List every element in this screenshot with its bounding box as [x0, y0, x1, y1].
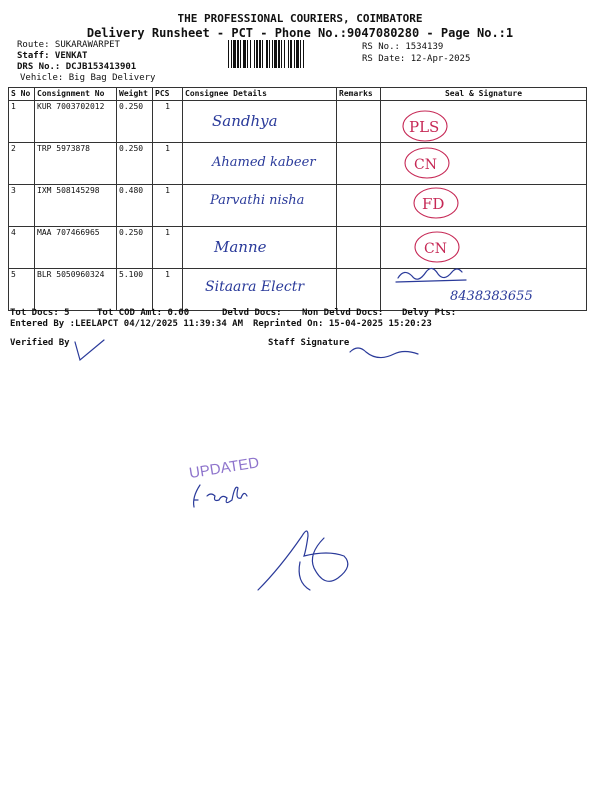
verified-by-label: Verified By: [10, 338, 70, 348]
consignee-signature: Manne: [214, 238, 267, 256]
rs-date: RS Date: 12-Apr-2025: [362, 54, 471, 64]
col-header-seal: Seal & Signature: [381, 88, 587, 101]
consignee-signature: Sandhya: [212, 112, 278, 130]
row-consignment: MAA 707466965: [35, 227, 117, 269]
row-sno: 2: [9, 143, 35, 185]
col-header-consignee: Consignee Details: [183, 88, 337, 101]
row-sno: 5: [9, 269, 35, 311]
seal-text: PLS: [409, 118, 440, 136]
staff-signature-mark: [350, 348, 418, 358]
seal-text: CN: [414, 157, 437, 173]
reprinted-on: Reprinted On: 15-04-2025 15:20:23: [253, 319, 432, 329]
row-weight: 0.480: [117, 185, 153, 227]
col-header-sno: S No: [9, 88, 35, 101]
row-sno: 3: [9, 185, 35, 227]
verifier-signature: [75, 340, 104, 360]
col-header-pcs: PCS: [153, 88, 183, 101]
row-weight: 5.100: [117, 269, 153, 311]
row-pcs: 1: [153, 227, 183, 269]
row-pcs: 1: [153, 143, 183, 185]
row-consignment: BLR 5050960324: [35, 269, 117, 311]
row-weight: 0.250: [117, 227, 153, 269]
rs-number: RS No.: 1534139: [362, 42, 444, 52]
row-sno: 1: [9, 101, 35, 143]
consignee-signature: Parvathi nisha: [210, 193, 305, 208]
consignee-signature: Ahamed kabeer: [212, 155, 316, 170]
row-consignment: TRP 5973878: [35, 143, 117, 185]
total-cod: Tot COD Amt: 0.00: [97, 308, 190, 318]
row-pcs: 1: [153, 185, 183, 227]
updated-stamp-text: UPDATED: [188, 454, 261, 483]
runsheet-subtitle: Delivery Runsheet - PCT - Phone No.:9047080280 - Page No.:1: [86, 26, 514, 40]
delivery-points: Delvy Pts:: [402, 308, 457, 318]
updated-stamp: [188, 454, 261, 482]
consignee-signature: Sitaara Electr: [205, 279, 305, 295]
drs-number: DRS No.: DCJB153413901: [17, 62, 137, 72]
company-title: THE PROFESSIONAL COURIERS, COIMBATORE: [177, 12, 423, 25]
entered-by: Entered By :LEELAPCT 04/12/2025 11:39:34 AM: [10, 319, 243, 329]
row-consignment: IXM 508145298: [35, 185, 117, 227]
route-text: Route: SUKARAWARPET: [17, 40, 120, 50]
seal-text: FD: [422, 195, 445, 213]
total-docs: Tot Docs: 5: [10, 308, 70, 318]
row-sno: 4: [9, 227, 35, 269]
phone-number-handwritten: 8438383655: [450, 289, 533, 304]
delivered-docs: Delvd Docs:: [222, 308, 282, 318]
col-header-remarks: Remarks: [337, 88, 381, 101]
large-signature: [258, 531, 348, 590]
row-weight: 0.250: [117, 101, 153, 143]
seal-text: CN: [424, 241, 447, 257]
row-weight: 0.250: [117, 143, 153, 185]
vehicle-text: Vehicle: Big Bag Delivery: [20, 73, 156, 83]
staff-signature-label: Staff Signature: [268, 338, 350, 348]
col-header-weight: Weight: [117, 88, 153, 101]
non-delivered-docs: Non Delvd Docs:: [302, 308, 384, 318]
row-pcs: 1: [153, 269, 183, 311]
updated-initials-signature: [194, 485, 247, 507]
row-pcs: 1: [153, 101, 183, 143]
col-header-consignment: Consignment No: [35, 88, 117, 101]
staff-text: Staff: VENKAT: [17, 51, 88, 61]
row-consignment: KUR 7003702012: [35, 101, 117, 143]
